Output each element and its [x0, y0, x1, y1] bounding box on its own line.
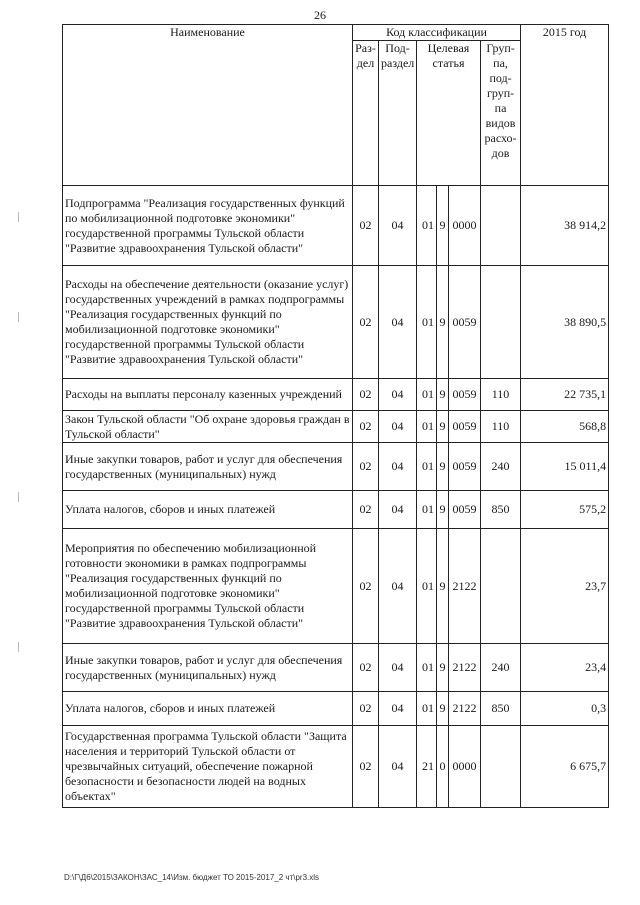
- row-subsection: 04: [379, 266, 417, 379]
- row-amount: 568,8: [521, 411, 609, 443]
- footer-file-path: D:\Г\Д6\2015\ЗАКОН\ЗАС_14\Изм. бюджет ТО 2015-2017_2 чт\pr3.xls: [64, 873, 320, 882]
- budget-table: [62, 24, 609, 808]
- row-section: 02: [353, 379, 379, 411]
- row-name: Государственная программа Тульской области "Защита населения и территорий Тульской области от чрезвычайных ситуаций, обеспечение пожарной безопасности и безопасности людей на водных объектах": [63, 726, 353, 808]
- row-target-program: 01: [417, 411, 437, 443]
- row-subsection: 04: [379, 443, 417, 491]
- row-name: Расходы на обеспечение деятельности (оказание услуг) государственных учреждений в рамках подпрограммы "Реализация государственных функций по мобилизационной подготовке экономики" государственной программы Тульской области "Развитие здравоохранения Тульской области": [63, 266, 353, 379]
- row-amount: 23,7: [521, 529, 609, 644]
- row-expense-group: 110: [481, 411, 521, 443]
- row-target-program: 21: [417, 726, 437, 808]
- row-target-program: 01: [417, 186, 437, 266]
- row-subsection: 04: [379, 186, 417, 266]
- row-target-subprogram: 9: [437, 443, 449, 491]
- header-section: Раз-дел: [353, 41, 379, 186]
- table-row: [63, 443, 609, 491]
- row-target-direction: 2122: [449, 529, 481, 644]
- row-name: Иные закупки товаров, работ и услуг для обеспечения государственных (муниципальных) нужд: [63, 443, 353, 491]
- row-expense-group: [481, 186, 521, 266]
- row-target-direction: 2122: [449, 692, 481, 726]
- margin-tick: [18, 212, 19, 222]
- row-subsection: 04: [379, 491, 417, 529]
- row-expense-group: 850: [481, 692, 521, 726]
- row-target-subprogram: 9: [437, 186, 449, 266]
- header-row-1: [63, 25, 609, 41]
- row-target-subprogram: 9: [437, 266, 449, 379]
- header-expense-group: Груп-па, под-груп-па видов расхо-дов: [481, 41, 521, 186]
- table-row: [63, 491, 609, 529]
- row-subsection: 04: [379, 411, 417, 443]
- row-target-subprogram: 9: [437, 692, 449, 726]
- row-subsection: 04: [379, 529, 417, 644]
- row-subsection: 04: [379, 379, 417, 411]
- row-expense-group: 240: [481, 443, 521, 491]
- row-target-direction: 0059: [449, 266, 481, 379]
- margin-tick: [18, 642, 19, 652]
- row-subsection: 04: [379, 692, 417, 726]
- page-number: 26: [314, 8, 326, 22]
- table-row: [63, 529, 609, 644]
- row-subsection: 04: [379, 644, 417, 692]
- row-section: 02: [353, 529, 379, 644]
- row-name: Подпрограмма "Реализация государственных функций по мобилизационной подготовке экономики" государственной программы Тульской области "Развитие здравоохранения Тульской области": [63, 186, 353, 266]
- row-target-direction: 0059: [449, 491, 481, 529]
- row-expense-group: [481, 726, 521, 808]
- row-amount: 575,2: [521, 491, 609, 529]
- row-section: 02: [353, 186, 379, 266]
- row-name: Мероприятия по обеспечению мобилизационной готовности экономики в рамках подпрограммы "Реализация государственных функций по мобилизационной подготовке экономики" государственной программы Тульской области "Развитие здравоохранения Тульской области": [63, 529, 353, 644]
- row-target-direction: 0059: [449, 443, 481, 491]
- row-name: Уплата налогов, сборов и иных платежей: [63, 692, 353, 726]
- row-section: 02: [353, 726, 379, 808]
- row-target-program: 01: [417, 529, 437, 644]
- row-target-program: 01: [417, 692, 437, 726]
- row-name: Расходы на выплаты персоналу казенных учреждений: [63, 379, 353, 411]
- row-expense-group: [481, 266, 521, 379]
- row-section: 02: [353, 266, 379, 379]
- row-target-program: 01: [417, 644, 437, 692]
- row-target-subprogram: 9: [437, 411, 449, 443]
- table-row: [63, 692, 609, 726]
- row-section: 02: [353, 692, 379, 726]
- row-target-direction: 2122: [449, 644, 481, 692]
- row-amount: 38 914,2: [521, 186, 609, 266]
- row-target-subprogram: 9: [437, 491, 449, 529]
- row-section: 02: [353, 644, 379, 692]
- row-section: 02: [353, 443, 379, 491]
- header-year: 2015 год: [521, 25, 609, 186]
- row-target-program: 01: [417, 491, 437, 529]
- header-code-group: Код классификации: [353, 25, 521, 41]
- row-target-subprogram: 9: [437, 529, 449, 644]
- row-name: Уплата налогов, сборов и иных платежей: [63, 491, 353, 529]
- row-section: 02: [353, 491, 379, 529]
- table-row: [63, 726, 609, 808]
- table-row: [63, 411, 609, 443]
- row-amount: 23,4: [521, 644, 609, 692]
- header-subsection: Под-раздел: [379, 41, 417, 186]
- table-row: [63, 644, 609, 692]
- table-row: [63, 379, 609, 411]
- row-expense-group: [481, 529, 521, 644]
- table-row: [63, 186, 609, 266]
- row-target-subprogram: 9: [437, 644, 449, 692]
- header-name: Наименование: [63, 25, 353, 186]
- row-target-program: 01: [417, 379, 437, 411]
- table-body: [63, 186, 609, 808]
- row-amount: 15 011,4: [521, 443, 609, 491]
- row-target-subprogram: 0: [437, 726, 449, 808]
- row-amount: 38 890,5: [521, 266, 609, 379]
- row-expense-group: 110: [481, 379, 521, 411]
- row-expense-group: 850: [481, 491, 521, 529]
- row-target-direction: 0000: [449, 186, 481, 266]
- row-expense-group: 240: [481, 644, 521, 692]
- row-target-program: 01: [417, 443, 437, 491]
- row-target-subprogram: 9: [437, 379, 449, 411]
- row-target-program: 01: [417, 266, 437, 379]
- header-target-article: Целевая статья: [417, 41, 481, 186]
- row-subsection: 04: [379, 726, 417, 808]
- row-target-direction: 0000: [449, 726, 481, 808]
- row-section: 02: [353, 411, 379, 443]
- row-amount: 6 675,7: [521, 726, 609, 808]
- row-target-direction: 0059: [449, 411, 481, 443]
- margin-tick: [18, 492, 19, 502]
- row-amount: 22 735,1: [521, 379, 609, 411]
- row-name: Закон Тульской области "Об охране здоровья граждан в Тульской области": [63, 411, 353, 443]
- table-row: [63, 266, 609, 379]
- margin-tick: [18, 312, 19, 322]
- row-name: Иные закупки товаров, работ и услуг для обеспечения государственных (муниципальных) нужд: [63, 644, 353, 692]
- row-amount: 0,3: [521, 692, 609, 726]
- row-target-direction: 0059: [449, 379, 481, 411]
